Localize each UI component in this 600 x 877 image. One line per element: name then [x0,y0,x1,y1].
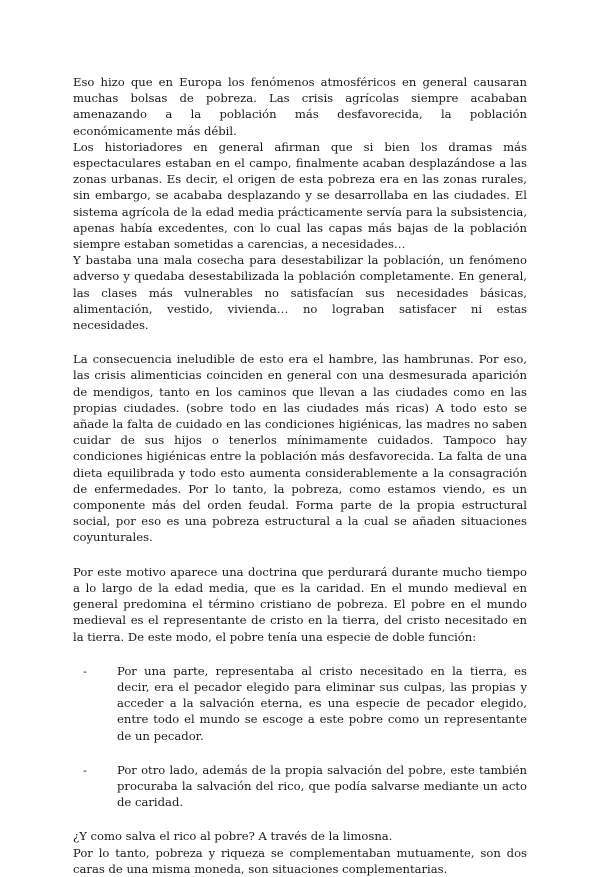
list-dash-marker: - [83,663,87,678]
paragraph-spacer [73,333,527,351]
list-item-text: Por otro lado, además de la propia salvación del pobre, este también procuraba la salvación del rico, que podía salvarse mediante un acto de caridad. [117,762,527,810]
paragraph: Por este motivo aparece una doctrina que perdurará durante mucho tiempo a lo largo de la edad media, que es la caridad. En el mundo medieval en general predomina el término cristiano de pobreza. El pobre en el mundo medieval es el representante de cristo en la tierra, del cristo necesitado en la tierra. De este modo, el pobre tenía una especie de doble función: [73,564,527,644]
paragraph: ¿Y como salva el rico al pobre? A través de la limosna. [73,829,393,844]
paragraph: Y bastaba una mala cosecha para desestabilizar la población, un fenómeno adverso y quedaba desestabilizada la población completamente. En general, las clases más vulnerables no satisfacían sus necesidades básicas, alimentación, vestido, vivienda… no lograban satisfacer ni estas necesidades. [73,253,527,333]
list-item [83,762,527,811]
dash-list [73,663,527,811]
paragraph: Por lo tanto, pobreza y riqueza se complementaban mutuamente, son dos caras de una misma moneda, son situaciones complementarias. [73,845,527,876]
paragraph-spacer [73,810,527,828]
paragraph: Los historiadores en general afirman que si bien los dramas más espectaculares estaban en el campo, finalmente acaban desplazándose a las zonas urbanas. Es decir, el origen de esta pobreza era en las zonas rurales, sin embargo, se acababa desplazando y se desarrollaba en las ciudades. El sistema agrícola de la edad media prácticamente servía para la subsistencia, apenas había excedentes, con lo cual las capas más bajas de la población siempre estaban sometidas a carencias, a necesidades… [73,139,527,252]
paragraph: Eso hizo que en Europa los fenómenos atmosféricos en general causaran muchas bolsas de pobreza. Las crisis agrícolas siempre acababan amenazando a la población más desfavorecida, la población económicamente más débil. [73,75,527,138]
list-item [83,663,527,744]
paragraph: La consecuencia ineludible de esto era el hambre, las hambrunas. Por eso, las crisis alimenticias coinciden en general con una desmesurada aparición de mendigos, tanto en los caminos que llevan a las ciudades como en las propias ciudades. (sobre todo en las ciudades más ricas) A todo esto se añade la falta de cuidado en las condiciones higiénicas, las madres no saben cuidar de sus hijos o tenerlos mínimamente cuidados. Tampoco hay condiciones higiénicas entre la población más desfavorecida. La falta de una dieta equilibrada y todo esto aumenta considerablemente a la consagración de enfermedades. Por lo tanto, la pobreza, como estamos viendo, es un componente más del orden feudal. Forma parte de la propia estructural social, por eso es una pobreza estructural a la cual se añaden situaciones coyunturales. [73,352,527,545]
list-item-text: Por una parte, representaba al cristo necesitado en la tierra, es decir, era el pecador elegido para eliminar sus culpas, las propias y acceder a la salvación eterna, es una especie de pecador elegido, entre todo el mundo se escoge a este pobre como un representante de un pecador. [117,663,527,743]
paragraph-spacer [73,546,527,564]
paragraph-spacer [73,645,527,663]
list-spacer [73,744,527,762]
list-dash-marker: - [83,762,87,777]
